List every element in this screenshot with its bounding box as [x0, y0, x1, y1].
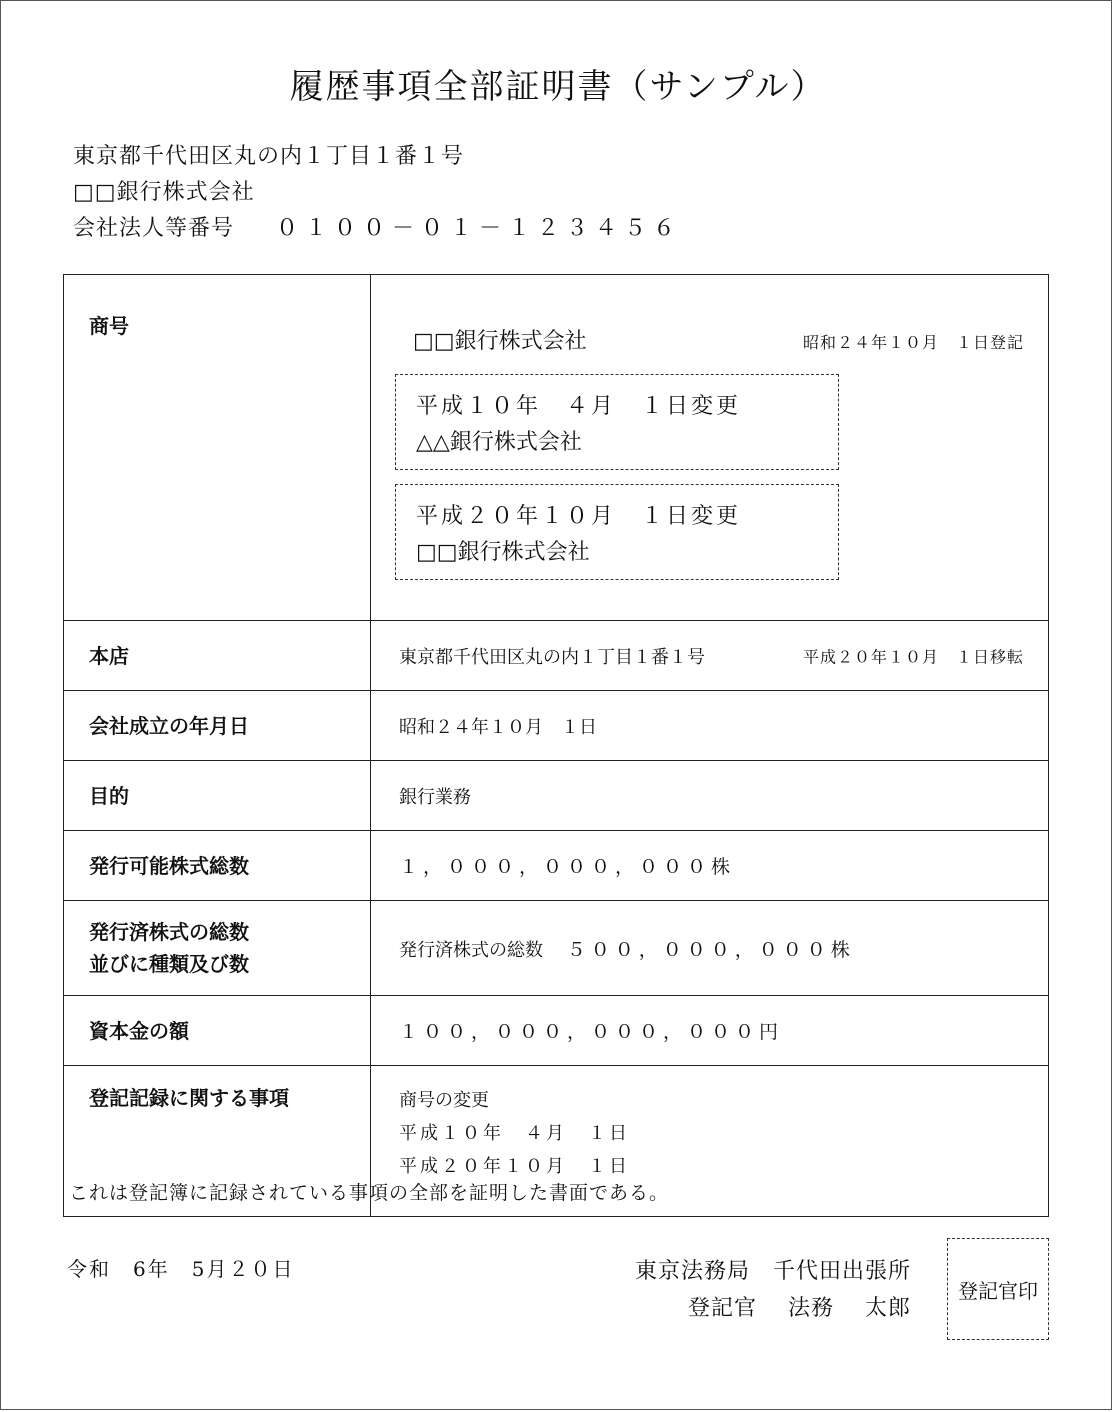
table-row-authorized-shares	[64, 831, 1049, 901]
row-label-line: 並びに種類及び数	[89, 952, 249, 976]
registration-number-line	[73, 211, 682, 242]
record-line: 平成２０年１０月 １日	[399, 1156, 630, 1177]
table-row-purpose	[64, 761, 1049, 831]
table-row-issued-shares	[64, 901, 1049, 996]
row-label: 発行可能株式総数	[64, 831, 371, 901]
head-office-move-date: 平成２０年１０月 １日移転	[802, 647, 1024, 666]
company-address: 東京都千代田区丸の内１丁目１番１号	[73, 144, 465, 169]
table-row-head-office	[64, 621, 1049, 691]
row-label: 資本金の額	[64, 996, 371, 1066]
issued-shares-label: 発行済株式の総数	[399, 939, 543, 961]
row-label: 商号	[64, 275, 371, 621]
change-date: 平成１０年 ４月 １日変更	[416, 393, 742, 419]
record-line: 平成１０年 ４月 １日	[399, 1123, 630, 1144]
record-line: 商号の変更	[399, 1090, 489, 1111]
registrar-name: 登記官 法務 太郎	[688, 1296, 911, 1321]
issue-date: 令和 6年 5月２０日	[67, 1257, 295, 1281]
row-content	[371, 901, 1049, 996]
change-name: □□銀行株式会社	[416, 539, 590, 565]
issuing-office: 東京法務局 千代田出張所	[634, 1259, 911, 1284]
table-row-capital	[64, 996, 1049, 1066]
issued-shares-value: ５００，０００，０００株	[566, 938, 855, 961]
row-label: 会社成立の年月日	[64, 691, 371, 761]
registration-number: ０１００－０１－１２３４５６	[276, 216, 683, 241]
seal-label: 登記官印	[958, 1278, 1038, 1303]
row-content	[371, 996, 1049, 1066]
row-content: 銀行業務	[371, 761, 1049, 831]
trade-name-change-box	[395, 374, 839, 470]
table-row-trade-name	[64, 275, 1049, 621]
trade-name-change-box	[395, 484, 839, 580]
current-trade-name: □□銀行株式会社	[413, 328, 587, 354]
row-label: 登記記録に関する事項	[64, 1066, 371, 1217]
capital-value: １００，０００，０００，０００円	[399, 1021, 784, 1043]
change-name: △△銀行株式会社	[416, 429, 582, 455]
row-content: 昭和２４年１０月 １日	[371, 691, 1049, 761]
row-content	[371, 275, 1049, 621]
company-name: □□銀行株式会社	[73, 180, 255, 205]
trade-name-registration-date: 昭和２４年１０月 １日登記	[802, 332, 1024, 352]
registration-number-label: 会社法人等番号	[73, 216, 235, 241]
head-office-address: 東京都千代田区丸の内１丁目１番１号	[399, 646, 705, 668]
registrar-seal	[947, 1238, 1049, 1340]
registry-table	[63, 274, 1049, 1217]
authorized-shares-value: １，０００，０００，０００株	[399, 856, 736, 878]
row-label-line: 発行済株式の総数	[89, 920, 249, 944]
row-label	[64, 901, 371, 996]
document-title: 履歴事項全部証明書（サンプル）	[289, 67, 827, 107]
row-content	[371, 621, 1049, 691]
change-date: 平成２０年１０月 １日変更	[416, 503, 742, 529]
row-content	[371, 831, 1049, 901]
certification-note: これは登記簿に記録されている事項の全部を証明した書面である。	[69, 1182, 670, 1204]
row-label: 本店	[64, 621, 371, 691]
table-row-establishment-date	[64, 691, 1049, 761]
row-label: 目的	[64, 761, 371, 831]
